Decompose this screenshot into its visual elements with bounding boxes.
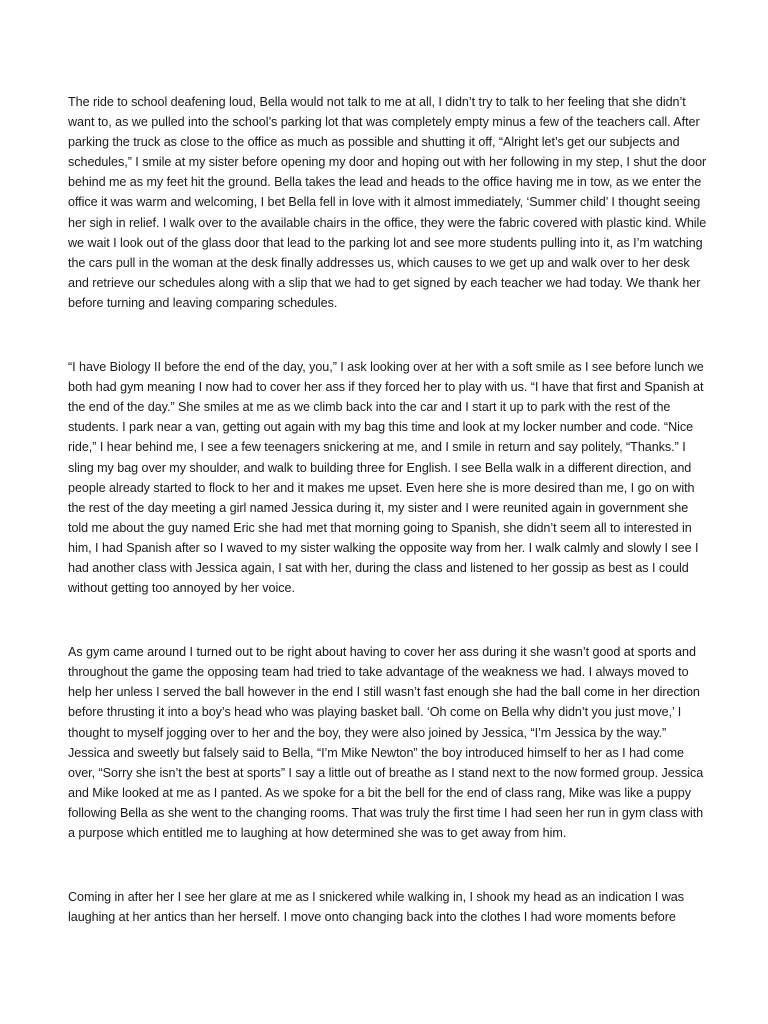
paragraph-1: The ride to school deafening loud, Bella would not talk to me at all, I didn’t try to talk to her feeling that she didn’t want to, as we pulled into the school’s parking lot that was completely empty minus a few of the teachers call. After parking the truck as close to the office as much as possible and shutting it off, “Alright let’s get our subjects and schedules,” I smile at my sister before opening my door and hoping out with her following in my step, I shut the door behind me as my feet hit the ground. Bella takes the lead and heads to the office having me in tow, as we enter the office it was warm and welcoming, I bet Bella fell in love with it almost immediately, ‘Summer child’ I thought seeing her sigh in relief. I walk over to the available chairs in the office, they were the fabric covered with plastic kind. While we wait I look out of the glass door that lead to the parking lot and see more students pulling into it, as I’m watching the cars pull in the woman at the desk finally addresses us, which causes to we get up and walk over to her desk and retrieve our schedules along with a slip that we had to get signed by each teacher we had today. We thank her before turning and leaving comparing schedules. — [68, 95, 707, 310]
document-page — [68, 92, 708, 927]
paragraph-4: Coming in after her I see her glare at me as I snickered while walking in, I shook my head as an indication I was laughing at her antics than her herself. I move onto changing back into the clothes I had wore moments before — [68, 890, 684, 925]
paragraph-3: As gym came around I turned out to be right about having to cover her ass during it she wasn’t good at sports and throughout the game the opposing team had tried to take advantage of the weakness we had. I always moved to help her unless I served the ball however in the end I still wasn’t fast enough she had the ball come in her direction before thrusting it into a boy’s head who was playing basket ball. ‘Oh come on Bella why didn’t you just move,’ I thought to myself jogging over to her and the boy, they were also joined by Jessica, “I’m Jessica by the way.” Jessica and sweetly but falsely said to Bella, “I’m Mike Newton” the boy introduced himself to her as I had come over, “Sorry she isn’t the best at sports” I say a little out of breathe as I stand next to the now formed group. Jessica and Mike looked at me as I panted. As we spoke for a bit the bell for the end of class rang, Mike was like a puppy following Bella as she went to the changing rooms. That was truly the first time I had seen her run in gym class with a purpose which entitled me to laughing at how determined she was to get away from him. — [68, 645, 704, 840]
paragraph-2: “I have Biology II before the end of the day, you,” I ask looking over at her with a soft smile as I see before lunch we both had gym meaning I now had to cover her ass if they forced her to play with us. “I have that first and Spanish at the end of the day.” She smiles at me as we climb back into the car and I start it up to park with the rest of the students. I park near a van, getting out again with my bag this time and look at my locker number and code. “Nice ride,” I hear behind me, I see a few teenagers snickering at me, and I smile in return and say politely, “Thanks.” I sling my bag over my shoulder, and walk to building three for English. I see Bella walk in a different direction, and people already started to flock to her and it makes me upset. Even here she is more desired than me, I go on with the rest of the day meeting a girl named Jessica during it, my sister and I were reunited again in government she told me about the guy named Eric she had met that morning going to Spanish, she didn’t seem all to interested in him, I had Spanish after so I waved to my sister walking the opposite way from her. I walk calmly and slowly I see I had another class with Jessica again, I sat with her, during the class and listened to her gossip as best as I could without getting too annoyed by her voice. — [68, 360, 704, 596]
